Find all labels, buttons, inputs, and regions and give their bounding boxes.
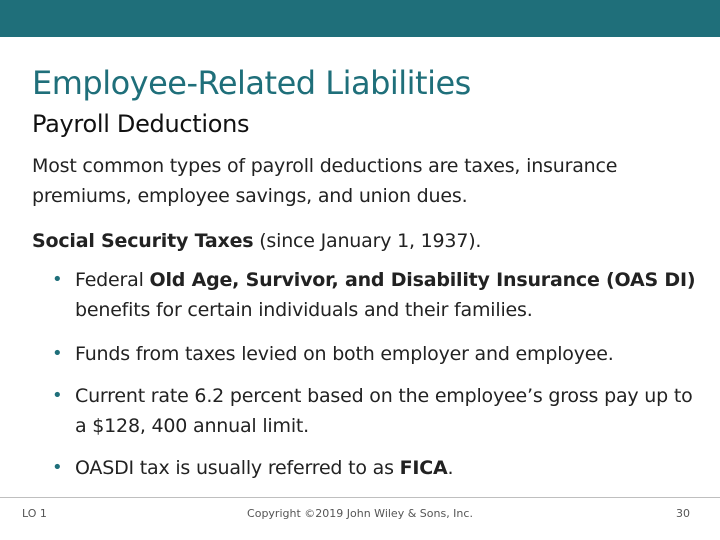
bullet-text: Current rate 6.2 percent based on the employee’s gross pay up to a $128, 400 annual limit. (75, 385, 693, 437)
bullet-item (52, 453, 702, 483)
slide-title: Employee-Related Liabilities (32, 64, 471, 102)
bullet-dot-icon: • (52, 457, 63, 478)
social-security-heading (32, 226, 672, 256)
bullet-text: Federal (75, 269, 150, 291)
intro-paragraph: Most common types of payroll deductions are taxes, insurance premiums, employee savings, and union dues. (32, 155, 618, 207)
bullet-item (52, 339, 702, 369)
footer-page-number: 30 (676, 507, 690, 520)
bullet-dot-icon: • (52, 343, 63, 364)
social-security-rest: (since January 1, 1937). (253, 230, 482, 252)
footer-learning-objective: LO 1 (22, 507, 47, 520)
footer-divider (0, 497, 720, 498)
bullet-text: OASDI tax is usually referred to as (75, 457, 400, 479)
bullet-text: benefits for certain individuals and their families. (75, 299, 533, 321)
bullet-item (52, 381, 702, 441)
bullet-bold: Old Age, Survivor, and Disability Insurance (OAS DI) (149, 269, 696, 291)
social-security-bold: Social Security Taxes (32, 230, 254, 252)
bullet-list (52, 265, 702, 483)
footer-copyright: Copyright ©2019 John Wiley & Sons, Inc. (247, 507, 473, 520)
bullet-dot-icon: • (52, 269, 63, 290)
slide-subtitle: Payroll Deductions (32, 110, 250, 138)
bullet-text: Funds from taxes levied on both employer and employee. (75, 343, 614, 365)
bullet-item (52, 265, 702, 325)
header-bar (0, 0, 720, 37)
bullet-bold: FICA (399, 457, 448, 479)
bullet-text: . (447, 457, 454, 479)
bullet-dot-icon: • (52, 385, 63, 406)
